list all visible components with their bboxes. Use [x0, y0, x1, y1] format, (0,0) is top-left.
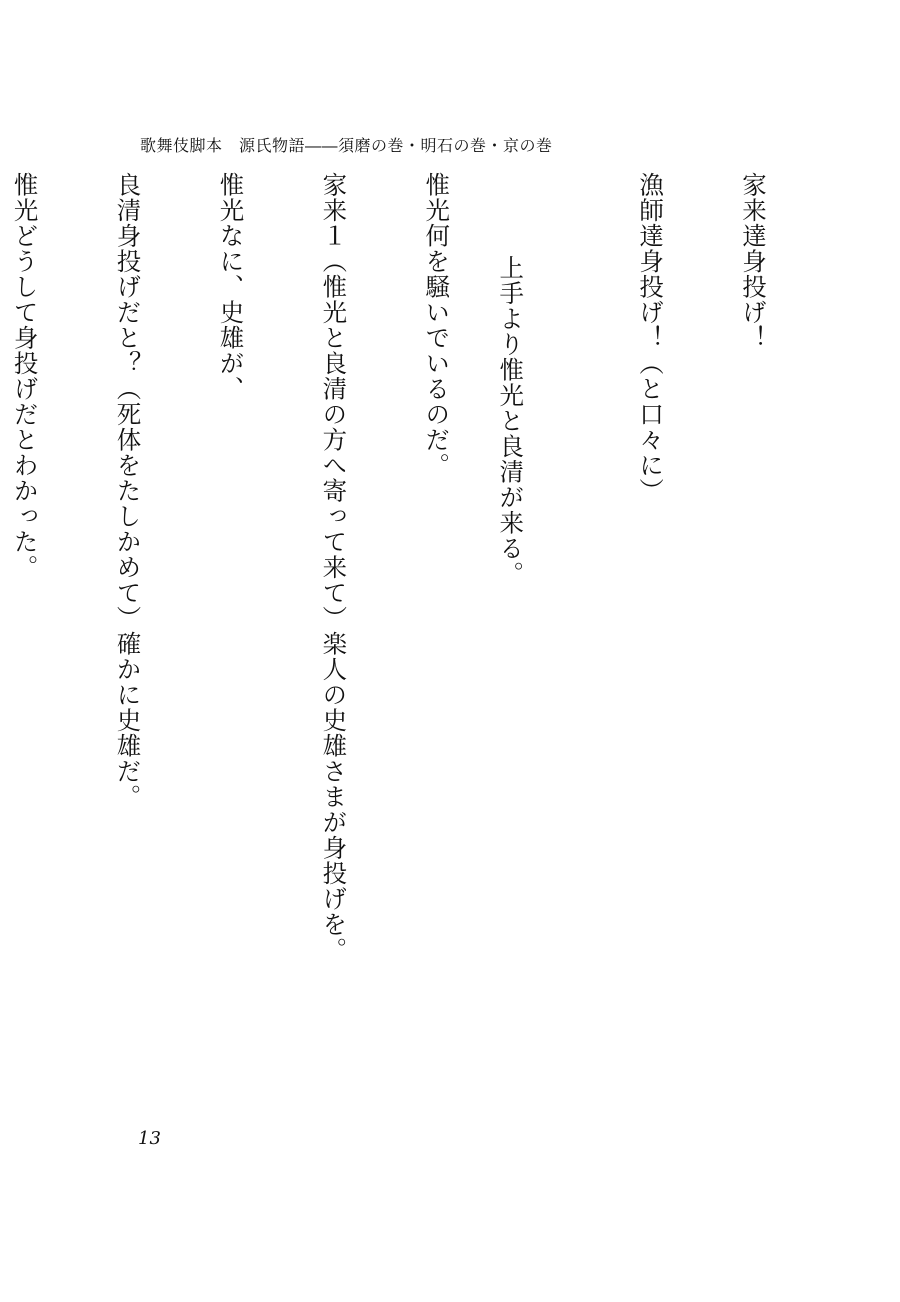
- dialogue-text: （惟光と良清の方へ寄って来て）楽人の史雄さまが身投げを。: [319, 248, 349, 963]
- dialogue-line: [352, 172, 455, 1132]
- dialogue-line: [566, 172, 669, 1132]
- dialogue-line: [669, 172, 772, 1132]
- speaker-name: 惟光: [422, 172, 452, 223]
- stage-direction: 上手より惟光と良清が来る。: [496, 255, 526, 587]
- running-header: 歌舞伎脚本 源氏物語――須磨の巻・明石の巻・京の巻: [140, 136, 553, 155]
- dialogue-text: どうして身投げだとわかった。: [10, 223, 40, 580]
- dialogue-line: [249, 172, 352, 1132]
- dialogue-text: 身投げだと？（死体をたしかめて）確かに史雄だ。: [113, 223, 143, 810]
- dialogue-text: 身投げ！: [739, 248, 768, 351]
- dialogue-line: [44, 172, 147, 1132]
- dialogue-text: 身投げ！（と口々に）: [636, 248, 666, 504]
- dialogue-text: なに、史雄が、: [216, 223, 246, 402]
- speaker-name: 良清: [113, 172, 143, 223]
- script-body: [10, 172, 772, 1132]
- dialogue-line: [147, 172, 250, 1132]
- dialogue-text: 何を騒いでいるのだ。: [422, 223, 452, 478]
- speaker-name: 惟光: [216, 172, 246, 223]
- speaker-name: 惟光: [10, 172, 40, 223]
- speaker-name: 家来達: [739, 172, 768, 249]
- dialogue-line: [0, 172, 44, 1132]
- speaker-name: 家来１: [319, 172, 349, 249]
- speaker-name: 漁師達: [636, 172, 666, 249]
- page-number: 13: [138, 1128, 161, 1149]
